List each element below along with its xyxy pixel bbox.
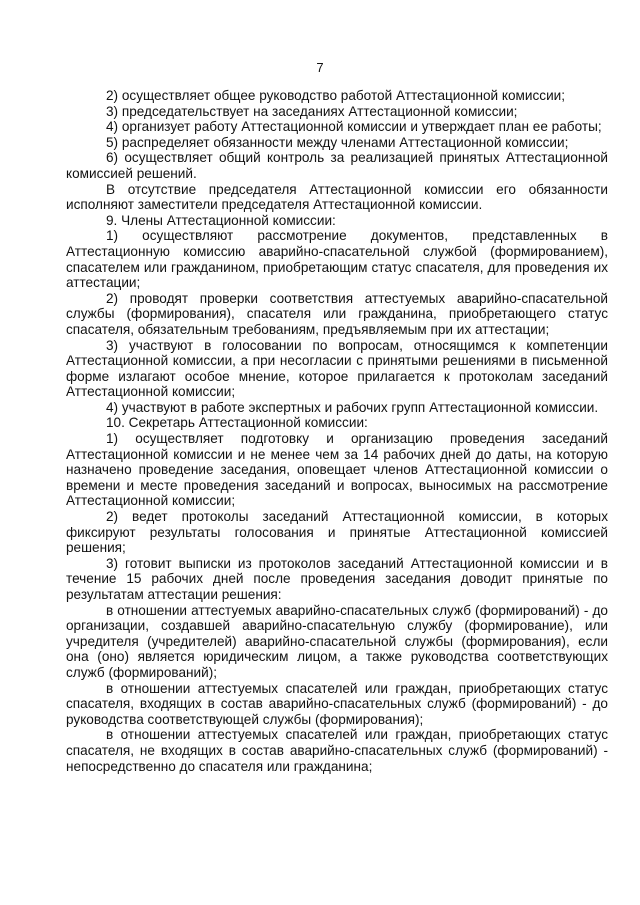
section-heading: 10. Секретарь Аттестационной комиссии: [106, 415, 368, 431]
paragraph: 3) готовит выписки из протоколов заседаний Аттестационной комиссии и в течение 15 рабочих дней после проведения заседания доводит принятые по результатам аттестации решения: [66, 555, 608, 602]
paragraph: 2) ведет протоколы заседаний Аттестационной комиссии, в которых фиксируют результаты голосования и принятые Аттестационной комиссией решения; [66, 509, 608, 556]
paragraph: 5) распределяет обязанности между членами Аттестационной комиссии; [106, 134, 569, 150]
document-body [66, 88, 608, 774]
paragraph: 2) осуществляет общее руководство работой Аттестационной комиссии; [106, 88, 566, 103]
paragraph: 6) осуществляет общий контроль за реализацией принятых Аттестационной комиссией решений. [66, 150, 608, 181]
paragraph: в отношении аттестуемых спасателей или граждан, приобретающих статус спасателя, не входящих в состав аварийно-спасательных служб (формирований) - непосредственно до спасателя или гражданина; [66, 727, 608, 774]
paragraph: В отсутствие председателя Аттестационной комиссии его обязанности исполняют заместители председателя Аттестационной комиссии. [66, 181, 608, 213]
paragraph: в отношении аттестуемых аварийно-спасательных служб (формирований) - до организации, создавшей аварийно-спасательную службу (формирование), или учредителя (учредителей) аварийно-спасательной службы (формирования), если она (оно) является юридическим лицом, а также руководства соответствующих служб (формирований); [66, 602, 608, 680]
paragraph: 2) проводят проверки соответствия аттестуемых аварийно-спасательной службы (формирования), спасателя или гражданина, приобретающего статус спасателя, обязательным требованиям, предъявляемым при их аттестации; [66, 290, 608, 337]
paragraph: 1) осуществляет подготовку и организацию проведения заседаний Аттестационной комиссии и не менее чем за 14 рабочих дней до даты, на которую назначено проведение заседания, оповещает членов Аттестационной комиссии о времени и месте проведения заседаний и вопросах, выносимых на рассмотрение Аттестационной комиссии; [66, 431, 608, 509]
paragraph: 3) председательствует на заседаниях Аттестационной комиссии; [106, 103, 518, 119]
paragraph: 4) организует работу Аттестационной комиссии и утверждает план ее работы; [106, 119, 602, 135]
paragraph: 1) осуществляют рассмотрение документов, представленных в Аттестационную комиссию аварийно-спасательной службой (формированием), спасателем или гражданином, приобретающим статус спасателя, для проведения их аттестации; [66, 228, 608, 291]
paragraph: 4) участвуют в работе экспертных и рабочих групп Аттестационной комиссии. [106, 399, 599, 415]
paragraph: 3) участвуют в голосовании по вопросам, относящимся к компетенции Аттестационной комиссии, а при несогласии с принятыми решениями в письменной форме излагают особое мнение, которое прилагается к протоколам заседаний Аттестационной комиссии; [66, 337, 608, 400]
section-heading: 9. Члены Аттестационной комиссии: [106, 212, 336, 228]
paragraph: в отношении аттестуемых спасателей или граждан, приобретающих статус спасателя, входящих в состав аварийно-спасательных служб (формирований) - до руководства соответствующей службы (формирования); [66, 680, 608, 727]
page-number: 7 [316, 60, 324, 75]
